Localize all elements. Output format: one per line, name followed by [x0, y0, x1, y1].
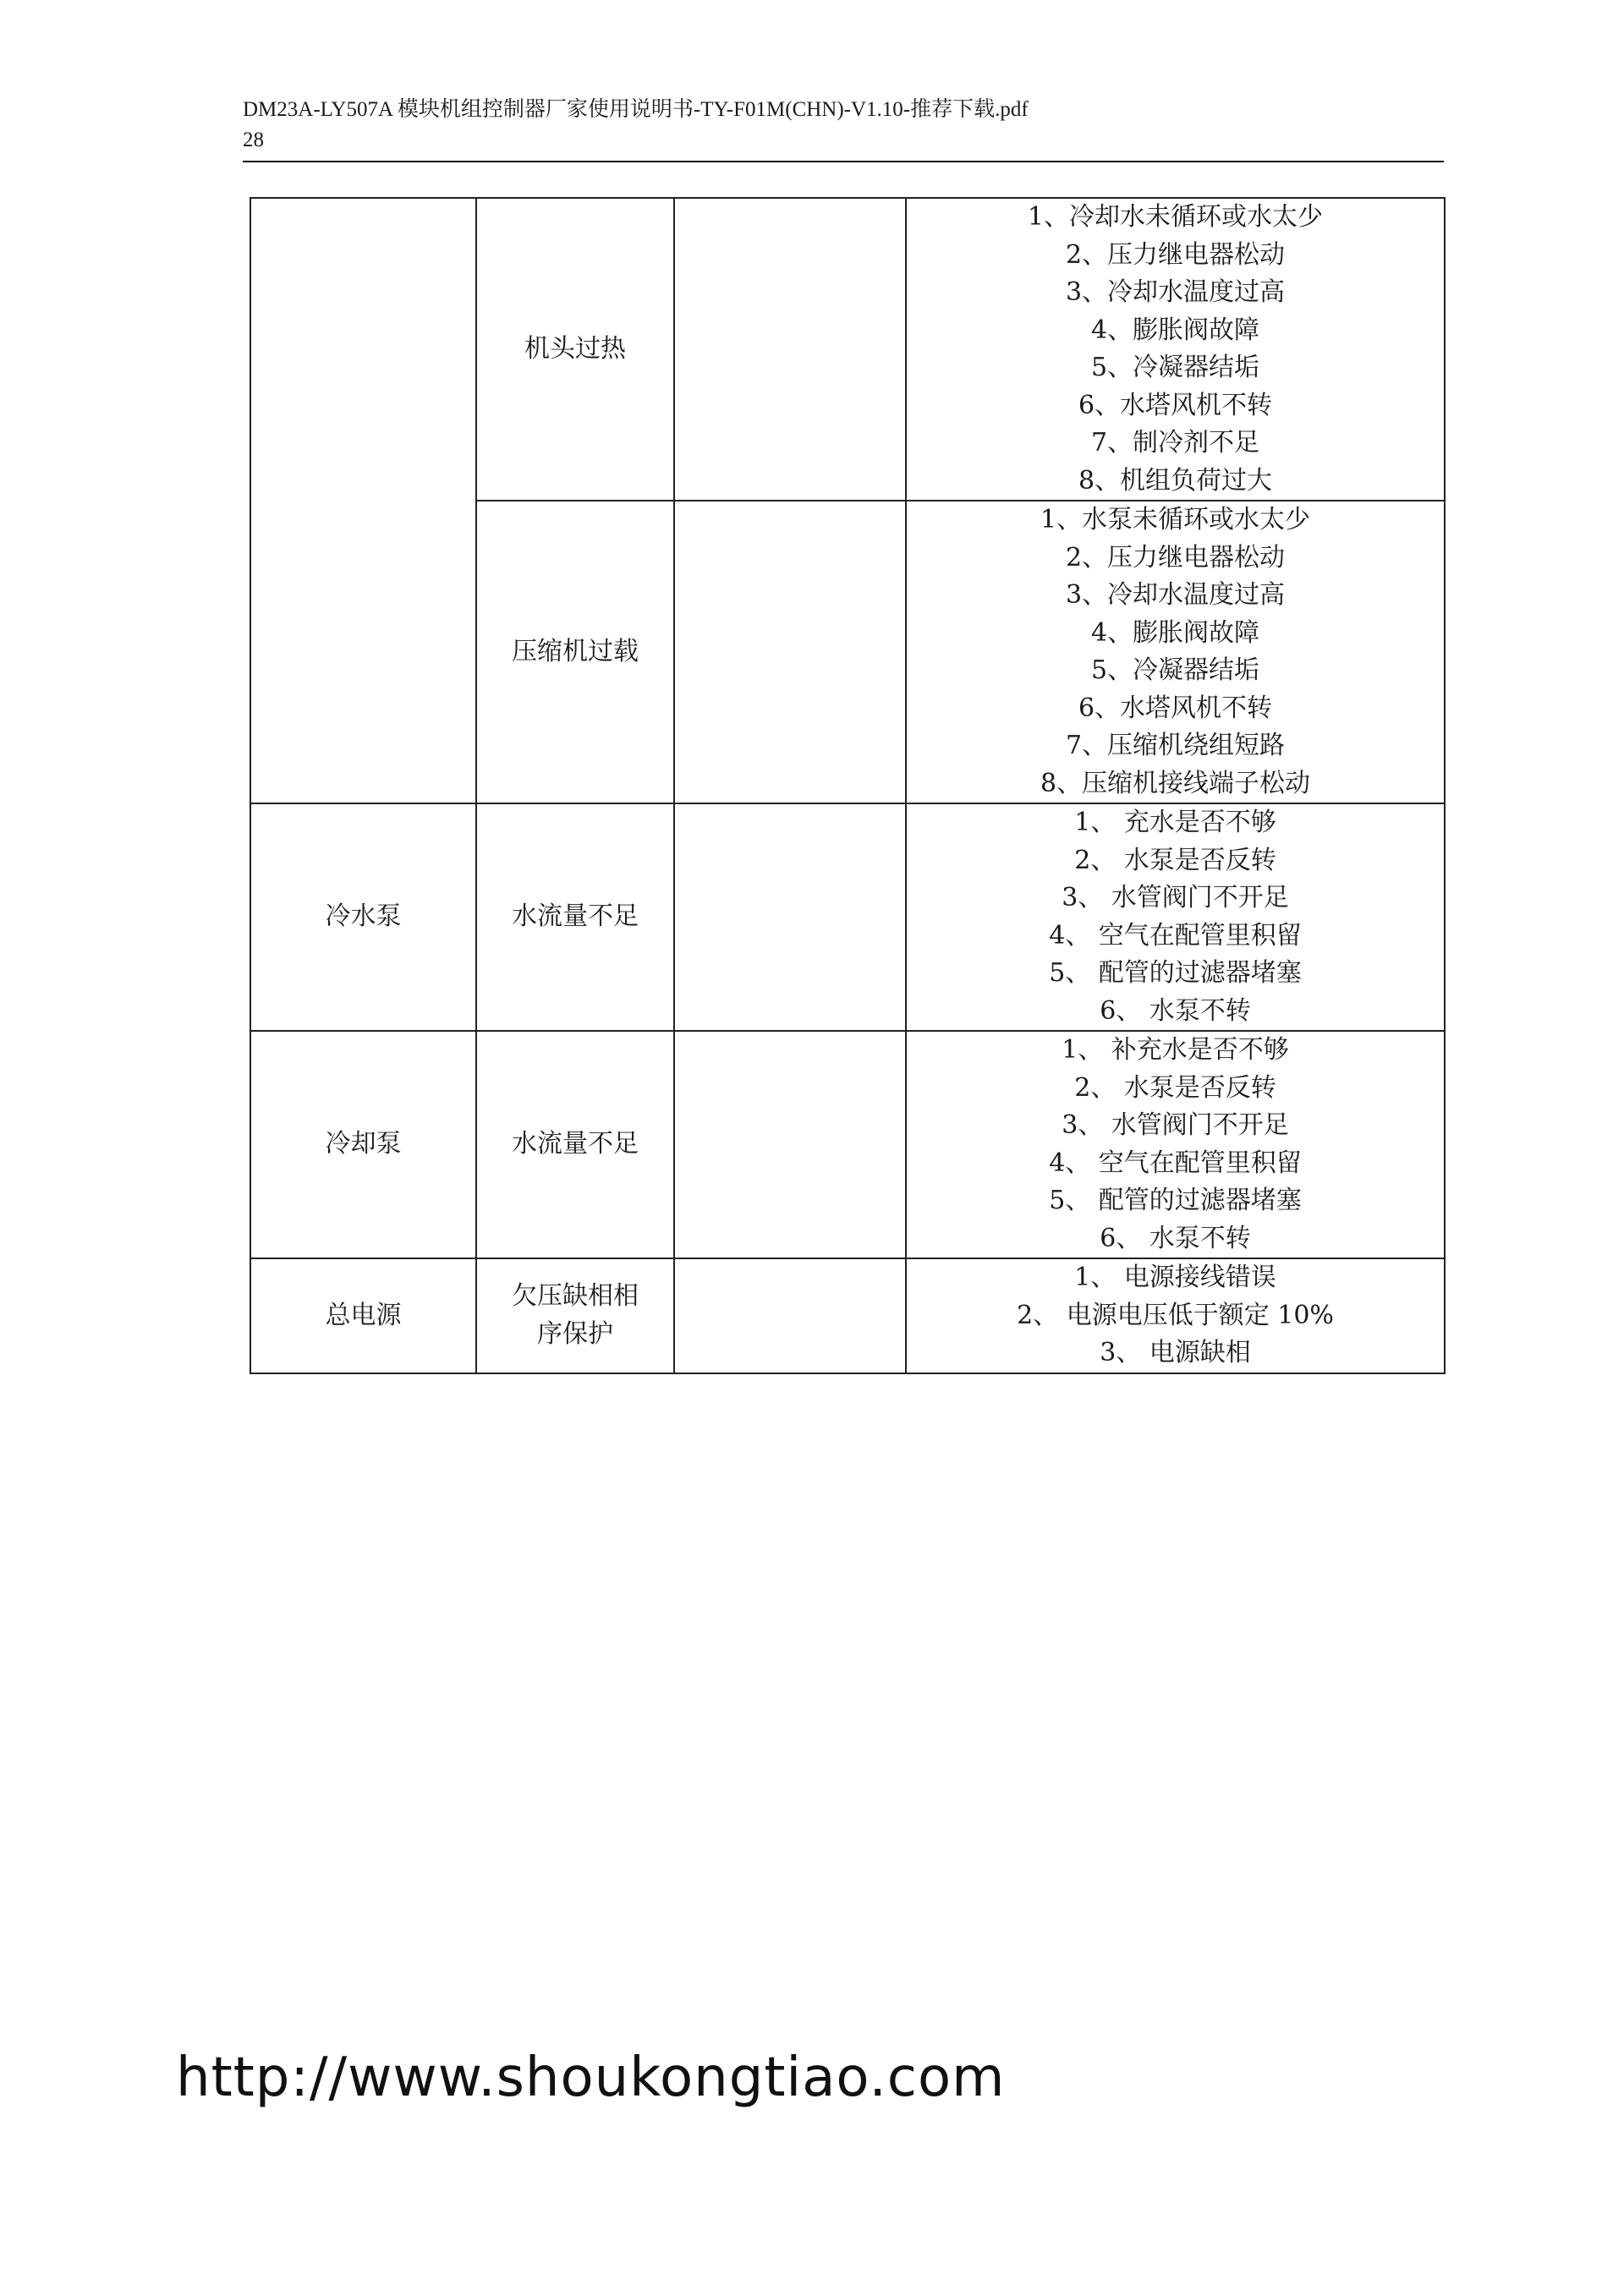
fault-label: 机头过热: [524, 333, 626, 364]
cause-item: 1、水泵未循环或水太少: [1040, 505, 1311, 534]
component-cell: [250, 1031, 476, 1258]
empty-cell: [674, 1031, 906, 1258]
page-header: [243, 95, 1444, 156]
cause-item: 4、膨胀阀故障: [1090, 315, 1260, 345]
cause-item: 8、机组负荷过大: [1078, 465, 1273, 496]
cause-cell: [906, 198, 1445, 501]
cause-item: 1、 补充水是否不够: [1062, 1035, 1289, 1065]
cause-cell: [906, 501, 1445, 803]
cause-list: [907, 1259, 1444, 1373]
cause-item: 5、冷凝器结垢: [1090, 353, 1260, 382]
cause-item: 4、膨胀阀故障: [1090, 617, 1260, 648]
cause-list: [907, 199, 1444, 500]
cause-item: 7、制冷剂不足: [1090, 428, 1260, 458]
fault-cell: [476, 803, 674, 1031]
cause-item: 2、 电源电压低于额定 10%: [1017, 1300, 1334, 1330]
table-row: [250, 198, 1445, 501]
fault-label-line1: 欠压缺相相: [512, 1281, 639, 1312]
cause-item: 2、压力继电器松动: [1065, 239, 1286, 270]
component-cell: [250, 803, 476, 1031]
cause-item: 4、 空气在配管里积留: [1049, 1148, 1302, 1178]
table-row: [250, 1031, 1445, 1258]
fault-label: 压缩机过载: [512, 636, 639, 666]
cause-item: 5、 配管的过滤器堵塞: [1049, 1186, 1302, 1215]
empty-cell: [674, 1258, 906, 1373]
cause-item: 2、 水泵是否反转: [1074, 1072, 1276, 1103]
cause-item: 3、冷却水温度过高: [1065, 277, 1286, 307]
fault-cell: [476, 1258, 674, 1373]
cause-item: 8、压缩机接线端子松动: [1040, 768, 1311, 798]
cause-list: [907, 1032, 1444, 1258]
cause-item: 3、 水管阀门不开足: [1062, 1110, 1289, 1140]
cause-item: 1、冷却水未循环或水太少: [1027, 202, 1324, 232]
cause-item: 6、水塔风机不转: [1078, 390, 1273, 420]
fault-label: 水流量不足: [512, 1129, 639, 1159]
cause-list: [907, 804, 1444, 1030]
empty-cell: [674, 803, 906, 1031]
component-label: 冷却泵: [325, 1129, 402, 1159]
component-cell: [250, 1258, 476, 1373]
page-number: 28: [243, 129, 264, 151]
header-divider: [243, 161, 1444, 162]
table-row: [250, 803, 1445, 1031]
cause-item: 6、 水泵不转: [1100, 1223, 1251, 1253]
empty-cell: [674, 198, 906, 501]
table-row: [250, 1258, 1445, 1373]
component-label: 冷水泵: [325, 901, 402, 932]
cause-item: 3、冷却水温度过高: [1065, 580, 1286, 610]
cause-item: 3、 电源缺相: [1100, 1338, 1251, 1367]
empty-cell: [674, 501, 906, 803]
cause-list: [907, 501, 1444, 803]
cause-item: 7、压缩机绕组短路: [1065, 731, 1286, 760]
cause-cell: [906, 803, 1445, 1031]
fault-table: [250, 197, 1446, 1374]
cause-item: 5、 配管的过滤器堵塞: [1049, 958, 1302, 988]
footer-url: http://www.shoukongtiao.com: [176, 2047, 1006, 2109]
component-cell: [250, 198, 476, 803]
cause-cell: [906, 1031, 1445, 1258]
cause-item: 3、 水管阀门不开足: [1062, 883, 1289, 912]
fault-label: 水流量不足: [512, 901, 639, 932]
cause-item: 5、冷凝器结垢: [1090, 655, 1260, 685]
cause-item: 1、 电源接线错误: [1074, 1263, 1276, 1292]
fault-cell: [476, 501, 674, 803]
document-title: DM23A-LY507A 模块机组控制器厂家使用说明书-TY-F01M(CHN)-V1.10-推荐下载.pdf: [243, 98, 1029, 121]
cause-item: 2、 水泵是否反转: [1074, 845, 1276, 875]
fault-cell: [476, 1031, 674, 1258]
component-label: 总电源: [325, 1300, 402, 1330]
fault-label-line2: 序保护: [537, 1318, 613, 1349]
cause-item: 6、水塔风机不转: [1078, 693, 1273, 723]
cause-cell: [906, 1258, 1445, 1373]
cause-item: 2、压力继电器松动: [1065, 542, 1286, 573]
cause-item: 4、 空气在配管里积留: [1049, 920, 1302, 951]
cause-item: 1、 充水是否不够: [1074, 808, 1276, 837]
cause-item: 6、 水泵不转: [1100, 995, 1251, 1026]
fault-cell: [476, 198, 674, 501]
